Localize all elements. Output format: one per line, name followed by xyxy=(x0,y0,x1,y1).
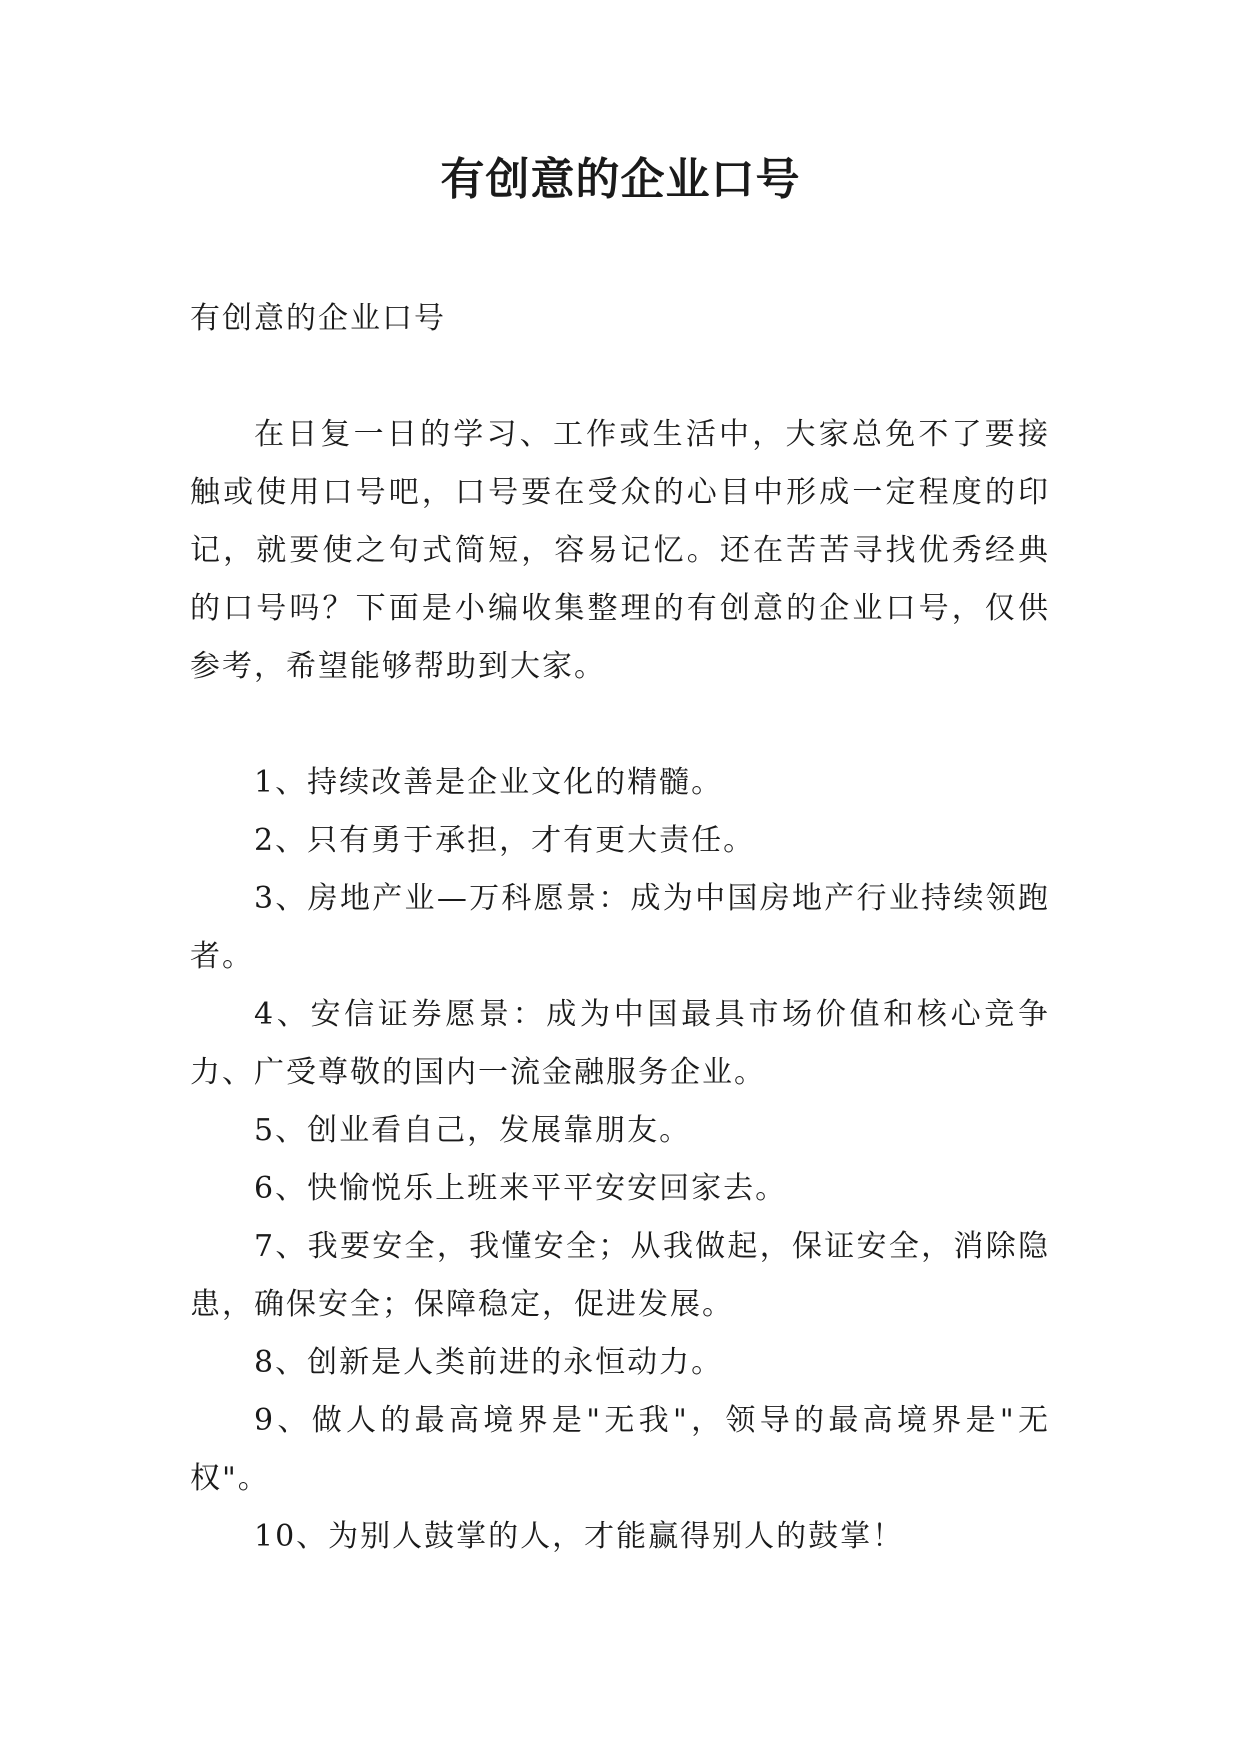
slogan-item-1: 1、持续改善是企业文化的精髓。 xyxy=(254,765,724,800)
slogan-item-6: 6、快愉悦乐上班来平平安安回家去。 xyxy=(254,1171,788,1206)
slogan-item-5: 5、创业看自己，发展靠朋友。 xyxy=(254,1113,692,1148)
slogan-item-8: 8、创新是人类前进的永恒动力。 xyxy=(254,1345,724,1380)
slogan-item-3: 3、房地产业—万科愿景：成为中国房地产行业持续领跑者。 xyxy=(190,881,1050,974)
slogan-item-4: 4、安信证券愿景：成为中国最具市场价值和核心竞争力、广受尊敬的国内一流金融服务企业。 xyxy=(190,997,1050,1090)
document-subtitle: 有创意的企业口号 xyxy=(190,301,446,336)
slogan-item-10: 10、为别人鼓掌的人，才能赢得别人的鼓掌！ xyxy=(254,1519,905,1554)
slogan-item-9: 9、做人的最高境界是"无我"，领导的最高境界是"无权"。 xyxy=(190,1403,1050,1496)
slogan-item-2: 2、只有勇于承担，才有更大责任。 xyxy=(254,823,756,858)
document-title: 有创意的企业口号 xyxy=(440,154,801,205)
document-body xyxy=(190,290,1050,1566)
intro-paragraph: 在日复一日的学习、工作或生活中，大家总免不了要接触或使用口号吧，口号要在受众的心目中形成一定程度的印记，就要使之句式简短，容易记忆。还在苦苦寻找优秀经典的口号吗？下面是小编收集整理的有创意的企业口号，仅供参考，希望能够帮助到大家。 xyxy=(190,417,1050,684)
slogan-item-7: 7、我要安全，我懂安全；从我做起，保证安全，消除隐患，确保安全；保障稳定，促进发展。 xyxy=(190,1229,1050,1322)
